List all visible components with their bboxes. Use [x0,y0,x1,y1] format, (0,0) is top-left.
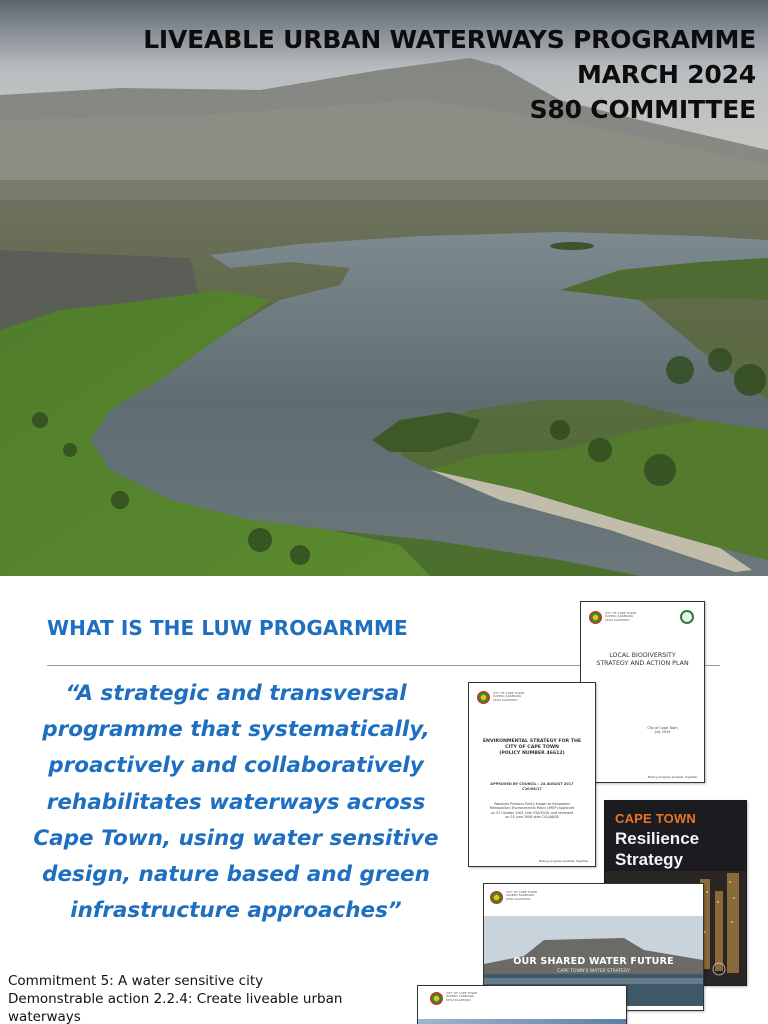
quote-line: infrastructure approaches” [70,898,402,924]
title-line-date: MARCH 2024 [576,60,756,89]
title-line-committee: S80 COMMITTEE [529,95,756,124]
footnote-line: waterways [8,1009,81,1024]
footnote-line: Demonstrable action 2.2.4: Create liveable urban [8,991,343,1007]
document-cover-band [418,1019,627,1024]
partial-document [417,985,627,1024]
logo-text: CITY OF CAPE TOWN ISIXEKO SASEKAPA STAD KAAPSTAD [446,991,477,1002]
document-city: CAPE TOWN [615,811,697,826]
document-footer: Making progress possible. Together. [538,859,589,863]
city-logo-icon [490,891,503,904]
quote-line: design, nature based and green [42,862,430,888]
document-title: OUR SHARED WATER FUTURE [513,956,674,967]
programme-definition-quote [12,676,460,929]
document-title: LOCAL BIODIVERSITY STRATEGY AND ACTION PLAN [596,652,689,667]
replacement-note: Replaces Previous Policy known as Integrated Metropolitan Environmental Policy (IMEP) approved on 31 October 2001 vide C50/10/01 and reviewed on 25 June 2008 vide C41/06/08 [489,802,575,820]
document-title: Resilience Strategy [615,829,700,869]
slide-heading: WHAT IS THE LUW PROGARMME [47,616,408,640]
city-logo-icon [477,691,490,704]
document-title: ENVIRONMENTAL STRATEGY FOR THE CITY OF CAPE TOWN (POLICY NUMBER 46612) [482,739,582,756]
footnote-line: Commitment 5: A water sensitive city [8,973,264,989]
logo-text: CITY OF CAPE TOWN ISIXEKO SASEKAPA STAD KAAPSTAD [605,611,636,622]
luw-definition-slide [0,576,768,1024]
biodiversity-strategy-document [580,601,705,783]
seal-icon [680,610,694,624]
city-logo-icon [430,992,443,1005]
title-line-programme: LIVEABLE URBAN WATERWAYS PROGRAMME [143,25,756,54]
commitment-footnote [8,972,342,1024]
document-subtitle: CAPE TOWN'S WATER STRATEGY [557,969,630,974]
quote-line: Cape Town, using water sensitive [33,825,439,851]
title-block [143,22,756,127]
document-footer: Making progress possible. Together. [647,775,698,779]
city-logo-icon [589,611,602,624]
quote-line: rehabilitates waterways across [46,789,426,815]
document-date: City of Cape Town July 2019 [647,726,678,735]
environmental-strategy-document [468,682,596,867]
approval-note: APPROVED BY COUNCIL : 24 AUGUST 2017 C20/08/17 [490,782,574,791]
quote-line: programme that systematically, [42,717,430,743]
quote-line: “A strategic and transversal [65,681,407,706]
logo-text: CITY OF CAPE TOWN ISIXEKO SASEKAPA STAD KAAPSTAD [493,691,524,702]
quote-line: proactively and collaboratively [48,753,424,779]
logo-text: CITY OF CAPE TOWN ISIXEKO SASEKAPA STAD KAAPSTAD [506,890,537,901]
